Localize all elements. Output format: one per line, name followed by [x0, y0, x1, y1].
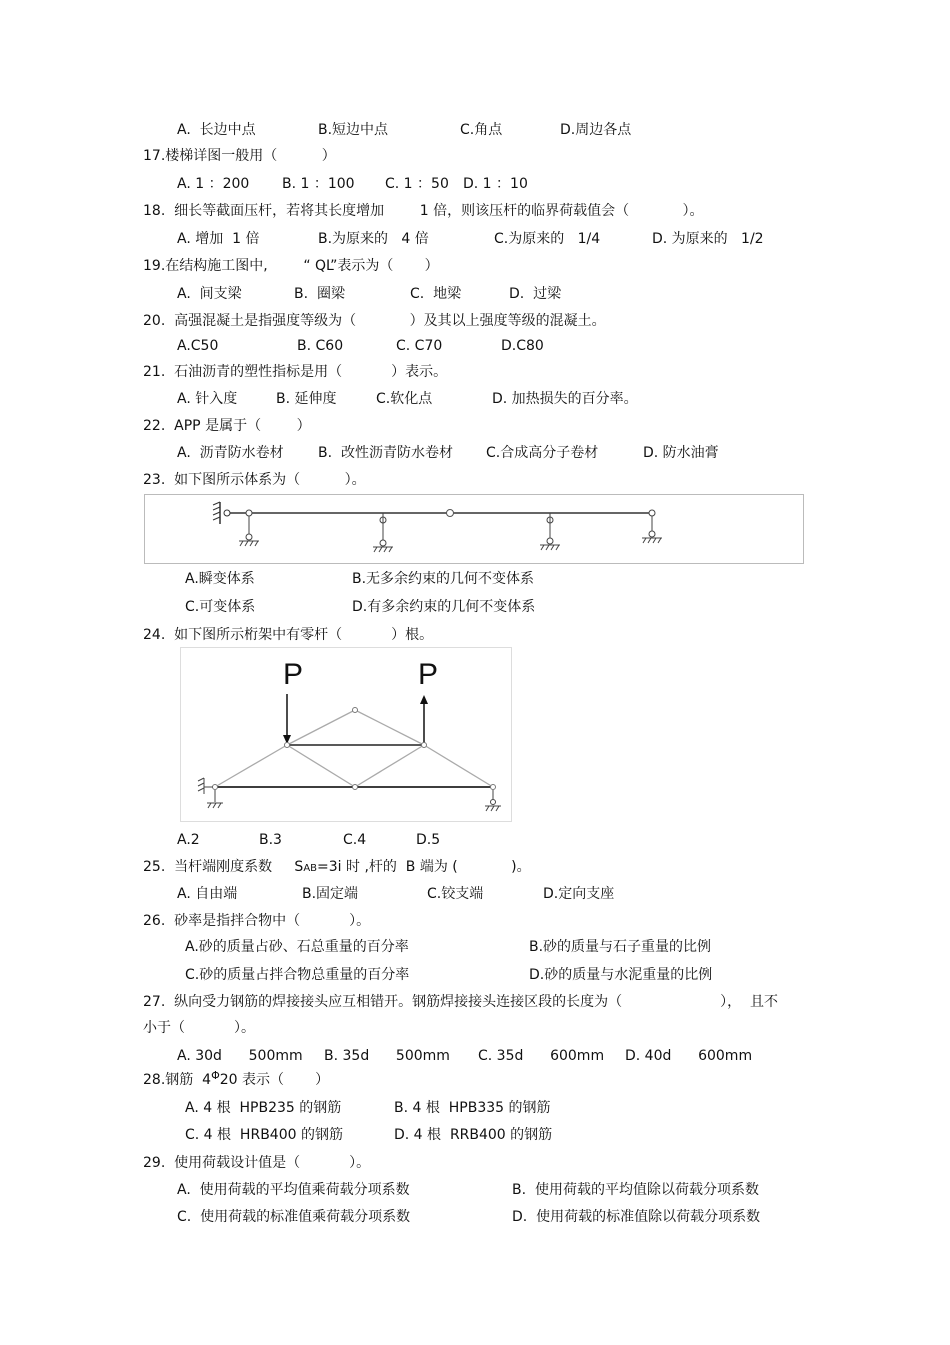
rebar-grade-symbol: Φ: [211, 1069, 220, 1082]
q26-option-d: D.砂的质量与水泥重量的比例: [529, 967, 713, 983]
q23-option-b: B.无多余约束的几何不变体系: [352, 571, 535, 587]
q18-stem: 18. 细长等截面压杆，若将其长度增加 1 倍，则该压杆的临界荷载值会（ ）。: [143, 203, 704, 219]
q17-option-c: C. 1 ：50: [385, 176, 449, 192]
q23-option-d: D.有多余约束的几何不变体系: [352, 599, 536, 615]
q29-option-a: A. 使用荷载的平均值乘荷载分项系数: [177, 1182, 410, 1198]
q21-option-c: C.软化点: [376, 391, 433, 407]
q17-option-d: D. 1 ：10: [463, 176, 528, 192]
q29-stem: 29. 使用荷载设计值是（ ）。: [143, 1155, 371, 1171]
q24-stem: 24. 如下图所示桁架中有零杆（ ）根。: [143, 627, 434, 643]
q28-option-b: B. 4 根 HPB335 的钢筋: [394, 1100, 551, 1116]
q27-option-b: B. 35d 500mm: [324, 1048, 450, 1064]
q20-option-c: C. C70: [396, 338, 443, 354]
q22-stem: 22. APP 是属于（ ）: [143, 418, 311, 434]
q21-option-d: D. 加热损失的百分率。: [492, 391, 638, 407]
q17-stem: 17.楼梯详图一般用（ ）: [143, 148, 336, 164]
q18-option-c: C.为原来的 1/4: [494, 231, 601, 247]
q28-option-a: A. 4 根 HPB235 的钢筋: [185, 1100, 342, 1116]
q19-option-c: C. 地梁: [410, 286, 462, 302]
q20-option-d: D.C80: [501, 338, 544, 354]
q29-option-d: D. 使用荷载的标准值除以荷载分项系数: [512, 1209, 761, 1225]
q26-option-c: C.砂的质量占拌合物总重量的百分率: [185, 967, 410, 983]
q17-option-b: B. 1 ：100: [282, 176, 355, 192]
q26-stem: 26. 砂率是指拌合物中（ ）。: [143, 913, 371, 929]
q26-option-a: A.砂的质量占砂、石总重量的百分率: [185, 939, 409, 955]
q16-option-d: D.周边各点: [560, 122, 632, 138]
q26-option-b: B.砂的质量与石子重量的比例: [529, 939, 712, 955]
q18-option-a: A. 增加 1 倍: [177, 231, 260, 247]
q27-option-a: A. 30d 500mm: [177, 1048, 303, 1064]
p-label-right: P: [418, 658, 439, 691]
q27-option-d: D. 40d 600mm: [625, 1048, 753, 1064]
q23-beam-diagram: [144, 494, 804, 564]
q19-option-d: D. 过梁: [509, 286, 562, 302]
q21-option-b: B. 延伸度: [276, 391, 337, 407]
q28-option-d: D. 4 根 RRB400 的钢筋: [394, 1127, 553, 1143]
q27-stem-line2: 小于（ ）。: [143, 1020, 255, 1036]
q25-option-a: A. 自由端: [177, 886, 238, 902]
q19-stem: 19.在结构施工图中, “ QL”表示为（ ）: [143, 258, 439, 274]
q22-option-b: B. 改性沥青防水卷材: [318, 445, 453, 461]
q21-option-a: A. 针入度: [177, 391, 238, 407]
q28-option-c: C. 4 根 HRB400 的钢筋: [185, 1127, 343, 1143]
q29-option-b: B. 使用荷载的平均值除以荷载分项系数: [512, 1182, 759, 1198]
q28-stem: 28.钢筋 $4^\Phi 20$ 表示（ ）: [143, 1069, 330, 1088]
q18-option-b: B.为原来的 4 倍: [318, 231, 429, 247]
q23-option-c: C.可变体系: [185, 599, 256, 615]
q23-stem: 23. 如下图所示体系为（ ）。: [143, 472, 366, 488]
q19-option-a: A. 间支梁: [177, 286, 242, 302]
q29-option-c: C. 使用荷载的标准值乘荷载分项系数: [177, 1209, 411, 1225]
q24-option-d: D.5: [416, 832, 441, 848]
q25-stem: 25. 当杆端刚度系数 SAB=3i 时 ,杆的 B 端为 ( )。: [143, 859, 531, 875]
q24-truss-diagram: [180, 647, 512, 822]
q20-stem: 20. 高强混凝土是指强度等级为（ ）及其以上强度等级的混凝土。: [143, 313, 606, 329]
q22-option-a: A. 沥青防水卷材: [177, 445, 284, 461]
q24-option-a: A.2: [177, 832, 200, 848]
q16-option-c: C.角点: [460, 122, 503, 138]
p-label-left: P: [283, 658, 304, 691]
q22-option-c: C.合成高分子卷材: [486, 445, 599, 461]
q24-option-b: B.3: [259, 832, 282, 848]
q18-option-d: D. 为原来的 1/2: [652, 231, 764, 247]
q16-option-b: B.短边中点: [318, 122, 389, 138]
q25-option-b: B.固定端: [302, 886, 359, 902]
q21-stem: 21. 石油沥青的塑性指标是用（ ）表示。: [143, 364, 448, 380]
q25-option-d: D.定向支座: [543, 886, 615, 902]
q22-option-d: D. 防水油膏: [643, 445, 719, 461]
q17-option-a: A. 1 ：200: [177, 176, 250, 192]
q27-option-c: C. 35d 600mm: [478, 1048, 605, 1064]
q23-option-a: A.瞬变体系: [185, 571, 255, 587]
q25-option-c: C.铰支端: [427, 886, 484, 902]
q20-option-a: A.C50: [177, 338, 219, 354]
q20-option-b: B. C60: [297, 338, 344, 354]
q16-option-a: A. 长边中点: [177, 122, 256, 138]
q24-option-c: C.4: [343, 832, 367, 848]
q19-option-b: B. 圈梁: [294, 286, 345, 302]
q27-stem-line1: 27. 纵向受力钢筋的焊接接头应互相错开。钢筋焊接接头连接区段的长度为（ ）， 且不: [143, 994, 778, 1010]
